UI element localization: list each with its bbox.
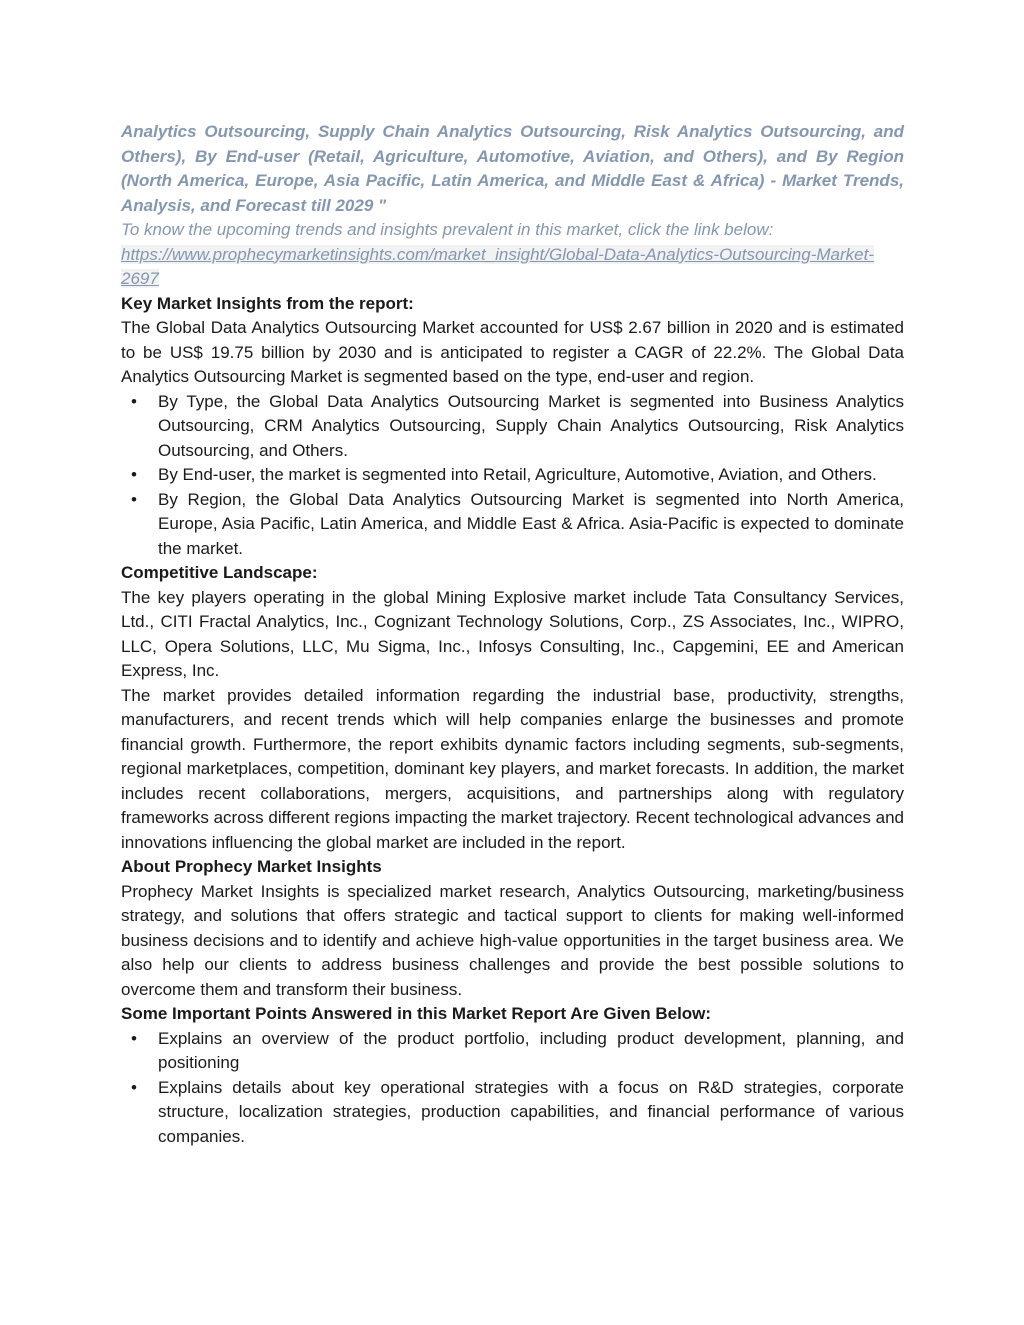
about-heading: About Prophecy Market Insights [121, 857, 382, 876]
key-insights-paragraph: The Global Data Analytics Outsourcing Market accounted for US$ 2.67 billion in 2020 and is estimated to be US$ 19.75 billion by 2030 and is anticipated to register a CAGR of 22.2%. The Global Data Analytics Outsourcing Market is segmented based on the type, end-user and region. [121, 318, 904, 386]
know-more-text: To know the upcoming trends and insights prevalent in this market, click the link below: [121, 220, 774, 239]
list-item: • Explains an overview of the product portfolio, including product development, planning, and positioning [158, 1027, 904, 1076]
key-insights-heading: Key Market Insights from the report: [121, 293, 414, 313]
market-details-paragraph: The market provides detailed information regarding the industrial base, productivity, strengths, manufacturers, and recent trends which will help companies enlarge the businesses and promote financial growth. Furthermore, the report exhibits dynamic factors including segments, sub-segments, regional marketplaces, competition, dominant key players, and market forecasts. In addition, the market includes recent collaborations, mergers, acquisitions, and partnerships along with regulatory frameworks across different regions impacting the market trajectory. Recent technological advances and innovations influencing the global market are included in the report. [121, 685, 904, 852]
list-item: • Explains details about key operational strategies with a focus on R&D strategies, corporate structure, localization strategies, production capabilities, and financial performance of various companies. [158, 1076, 904, 1150]
report-link[interactable]: https://www.prophecymarketinsights.com/market_insight/Global-Data-Analytics-Outsourcing-Market-2697 [121, 244, 874, 288]
intro-text: Analytics Outsourcing, Supply Chain Analytics Outsourcing, Risk Analytics Outsourcing, and Others), By End-user (Retail, Agriculture, Automotive, Aviation, and Others), and By Region (North America, Europe, Asia Pacific, Latin America, and Middle East & Africa) - Market Trends, Analysis, and Forecast till 2029 " [121, 122, 904, 215]
points-list [121, 1027, 904, 1150]
about-paragraph: Prophecy Market Insights is specialized market research, Analytics Outsourcing, marketing/business strategy, and solutions that offers strategic and tactical support to clients for making well-informed business decisions and to identify and achieve high-value opportunities in the target business area. We also help our clients to address business challenges and provide the best possible solutions to overcome them and transform their business. [121, 881, 904, 999]
competitive-paragraph: The key players operating in the global Mining Explosive market include Tata Consultancy Services, Ltd., CITI Fractal Analytics, Inc., Cognizant Technology Solutions, Corp., ZS Associates, Inc., WIPRO, LLC, Opera Solutions, LLC, Mu Sigma, Inc., Infosys Consulting, Inc., Capgemini, EE and American Express, Inc. [121, 587, 904, 680]
key-insights-list [121, 390, 904, 562]
points-heading: Some Important Points Answered in this Market Report Are Given Below: [121, 1004, 712, 1023]
list-item: • By Type, the Global Data Analytics Outsourcing Market is segmented into Business Analytics Outsourcing, CRM Analytics Outsourcing, Supply Chain Analytics Outsourcing, Risk Analytics Outsourcing, and Others. [158, 390, 904, 464]
document-page [121, 120, 904, 1149]
list-item: • By Region, the Global Data Analytics Outsourcing Market is segmented into North America, Europe, Asia Pacific, Latin America, and Middle East & Africa. Asia-Pacific is expected to dominate the market. [158, 488, 904, 562]
report-link-line [121, 243, 904, 292]
list-item: • By End-user, the market is segmented into Retail, Agriculture, Automotive, Aviation, and Others. [158, 463, 904, 488]
competitive-heading: Competitive Landscape: [121, 563, 318, 582]
